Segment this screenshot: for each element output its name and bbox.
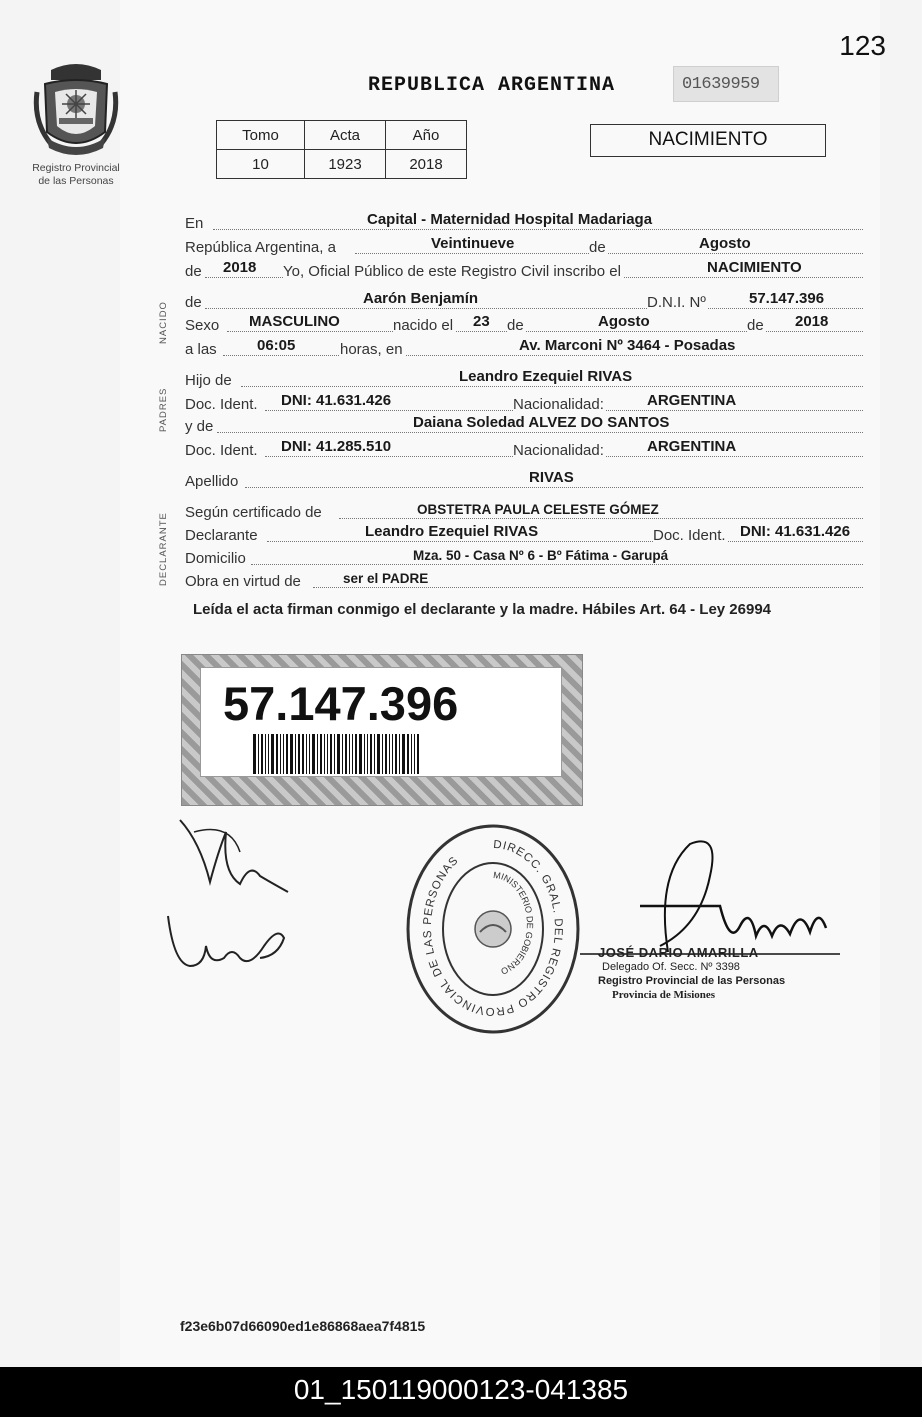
field-row-inscripcion (185, 260, 863, 280)
value-padre: Leandro Ezequiel RIVAS (459, 368, 633, 385)
field-row-padre-doc (185, 393, 863, 413)
value-madre-nac: ARGENTINA (647, 438, 737, 455)
field-row-sexo (185, 314, 863, 334)
field-row-lugar (185, 212, 863, 232)
barcode-bar (327, 734, 328, 774)
official-office: Registro Provincial de las Personas (598, 975, 786, 987)
label-doc-ident-padre: Doc. Ident. (185, 396, 258, 413)
record-type: NACIMIENTO (590, 124, 826, 157)
label-de-mes: de (589, 239, 606, 256)
barcode-bar (359, 734, 362, 774)
barcode-bar (349, 734, 350, 774)
barcode-bar (280, 734, 281, 774)
serial-number: 01639959 (673, 66, 779, 102)
label-de-nac-anio: de (747, 317, 764, 334)
label-yo-oficial: Yo, Oficial Público de este Registro Civil inscribo el (283, 263, 621, 280)
value-sexo: MASCULINO (249, 313, 340, 330)
barcode-bar (342, 734, 343, 774)
label-segun-certificado: Según certificado de (185, 504, 322, 521)
header-acta: Acta (305, 121, 386, 150)
barcode-bar (407, 734, 409, 774)
barcode-bar (320, 734, 322, 774)
value-anio: 2018 (386, 150, 467, 179)
footer-id: 01_150119000123-041385 (0, 1367, 922, 1417)
label-nacido-el: nacido el (393, 317, 454, 334)
label-domicilio: Domicilio (185, 550, 246, 567)
value-domicilio: Mza. 50 - Casa Nº 6 - Bº Fátima - Garupá (413, 548, 669, 563)
barcode-bar (302, 734, 304, 774)
barcode-bar (253, 734, 256, 774)
side-label-nacido: NACIDO (158, 301, 169, 344)
label-nacionalidad-madre: Nacionalidad: (513, 442, 604, 459)
label-en: En (185, 215, 204, 232)
barcode-bar (283, 734, 284, 774)
label-apellido: Apellido (185, 473, 239, 490)
barcode-bar (258, 734, 259, 774)
value-domicilio-nac: Av. Marconi Nº 3464 - Posadas (519, 337, 736, 354)
dni-sticker (181, 654, 583, 806)
value-madre-doc: DNI: 41.285.510 (281, 438, 392, 455)
barcode-bar (265, 734, 266, 774)
value-dia-letras: Veintinueve (431, 235, 515, 252)
value-padre-doc: DNI: 41.631.426 (281, 392, 392, 409)
barcode-bar (324, 734, 325, 774)
field-row-apellido (185, 470, 863, 490)
value-madre: Daiana Soledad ALVEZ DO SANTOS (413, 414, 670, 431)
label-y-de: y de (185, 418, 214, 435)
label-de-anio: de (185, 263, 202, 280)
official-province: Provincia de Misiones (612, 989, 716, 1001)
barcode-bar (352, 734, 353, 774)
value-declarante: Leandro Ezequiel RIVAS (365, 523, 539, 540)
barcode-bar (355, 734, 357, 774)
barcode-bar (370, 734, 372, 774)
province-logo (28, 62, 124, 188)
label-dni: D.N.I. Nº (647, 294, 706, 311)
barcode-bar (382, 734, 383, 774)
field-row-madre-doc (185, 439, 863, 459)
field-row-padre (185, 369, 863, 389)
value-nac-dia: 23 (473, 313, 490, 330)
header-anio: Año (386, 121, 467, 150)
label-obra-en-virtud: Obra en virtud de (185, 573, 301, 590)
legal-note: Leída el acta firman conmigo el declarante y la madre. Hábiles Art. 64 - Ley 26994 (193, 601, 772, 618)
label-republica: República Argentina, a (185, 239, 336, 256)
field-row-certificado (185, 501, 863, 521)
value-tomo: 10 (217, 150, 305, 179)
record-table-values (217, 150, 467, 179)
label-a-las: a las (185, 341, 217, 358)
declarant-signature-icon (170, 812, 300, 902)
value-mes: Agosto (699, 235, 751, 252)
value-anio: 2018 (223, 259, 257, 276)
field-row-obra (185, 570, 863, 590)
label-doc-ident-madre: Doc. Ident. (185, 442, 258, 459)
province-seal-icon (31, 62, 121, 158)
barcode-bar (377, 734, 380, 774)
label-sexo: Sexo (185, 317, 220, 334)
label-nacionalidad-padre: Nacionalidad: (513, 396, 604, 413)
barcode-bar (271, 734, 274, 774)
label-hijo-de: Hijo de (185, 372, 232, 389)
barcode-bar (411, 734, 412, 774)
official-role: Delegado Of. Secc. Nº 3398 (602, 961, 740, 973)
barcode-bar (414, 734, 415, 774)
barcode-bar (417, 734, 419, 774)
barcode-bar (345, 734, 347, 774)
official-stamp-text (598, 946, 785, 1002)
barcode-bar (330, 734, 332, 774)
label-de-nac-mes: de (507, 317, 524, 334)
field-row-madre (185, 415, 863, 435)
barcode-icon (253, 734, 469, 774)
value-acta: 1923 (305, 150, 386, 179)
barcode-bar (312, 734, 315, 774)
barcode-bar (295, 734, 296, 774)
barcode-bar (276, 734, 278, 774)
record-table (216, 120, 467, 179)
header-tomo: Tomo (217, 121, 305, 150)
barcode-bar (268, 734, 269, 774)
barcode-bar (402, 734, 405, 774)
dni-sticker-number: 57.147.396 (223, 677, 459, 730)
value-lugar: Capital - Maternidad Hospital Madariaga (367, 211, 653, 228)
barcode-bar (309, 734, 310, 774)
value-hora: 06:05 (257, 337, 296, 354)
label-horas-en: horas, en (340, 341, 403, 358)
page-number: 123 (839, 30, 886, 61)
official-stamp (404, 822, 582, 1036)
value-acto: NACIMIENTO (707, 259, 802, 276)
value-apellido: RIVAS (529, 469, 574, 486)
barcode-bar (399, 734, 400, 774)
value-nac-mes: Agosto (598, 313, 650, 330)
value-dni: 57.147.396 (749, 290, 825, 307)
barcode-bar (374, 734, 375, 774)
field-row-nombre (185, 291, 863, 311)
field-row-fecha (185, 236, 863, 256)
side-label-padres: PADRES (158, 387, 169, 432)
value-padre-nac: ARGENTINA (647, 392, 737, 409)
value-declarante-doc: DNI: 41.631.426 (740, 523, 851, 540)
barcode-bar (337, 734, 340, 774)
dni-sticker-label (200, 667, 562, 777)
barcode-bar (334, 734, 335, 774)
field-row-hora-lugar (185, 338, 863, 358)
barcode-bar (392, 734, 393, 774)
document-title: REPUBLICA ARGENTINA (368, 74, 616, 97)
barcode-bar (385, 734, 387, 774)
barcode-bar (367, 734, 368, 774)
field-row-domicilio (185, 547, 863, 567)
value-certificado: OBSTETRA PAULA CELESTE GÓMEZ (417, 502, 659, 517)
label-doc-ident-declarante: Doc. Ident. (653, 527, 726, 544)
barcode-bar (286, 734, 288, 774)
official-stamp-icon (404, 822, 582, 1036)
side-label-declarante: DECLARANTE (158, 512, 169, 586)
field-row-declarante (185, 524, 863, 544)
label-declarante: Declarante (185, 527, 258, 544)
document-hash: f23e6b07d66090ed1e86868aea7f4815 (180, 1318, 426, 1334)
barcode-bar (306, 734, 307, 774)
value-nombre: Aarón Benjamín (363, 290, 479, 307)
barcode-bar (395, 734, 397, 774)
barcode-bar (389, 734, 390, 774)
stamp-inner-text: MINISTERIO DE GOBIERNO (492, 869, 536, 977)
label-de-nombre: de (185, 294, 202, 311)
registry-name-line1: Registro Provincial (32, 162, 120, 174)
official-name: JOSÉ DARIO AMARILLA (598, 945, 759, 960)
barcode-bar (364, 734, 365, 774)
mother-signature-icon (160, 906, 295, 978)
record-table-header (217, 121, 467, 150)
value-obra-en-virtud: ser el PADRE (343, 571, 429, 586)
barcode-bar (317, 734, 318, 774)
barcode-bar (261, 734, 263, 774)
barcode-bar (290, 734, 293, 774)
barcode-bar (298, 734, 300, 774)
value-nac-anio: 2018 (795, 313, 829, 330)
stamp-ring-text: DIRECC. GRAL. DEL REGISTRO PROVINCIAL DE LAS PERSONAS (421, 838, 565, 1018)
registry-name-line2: de las Personas (38, 175, 114, 187)
